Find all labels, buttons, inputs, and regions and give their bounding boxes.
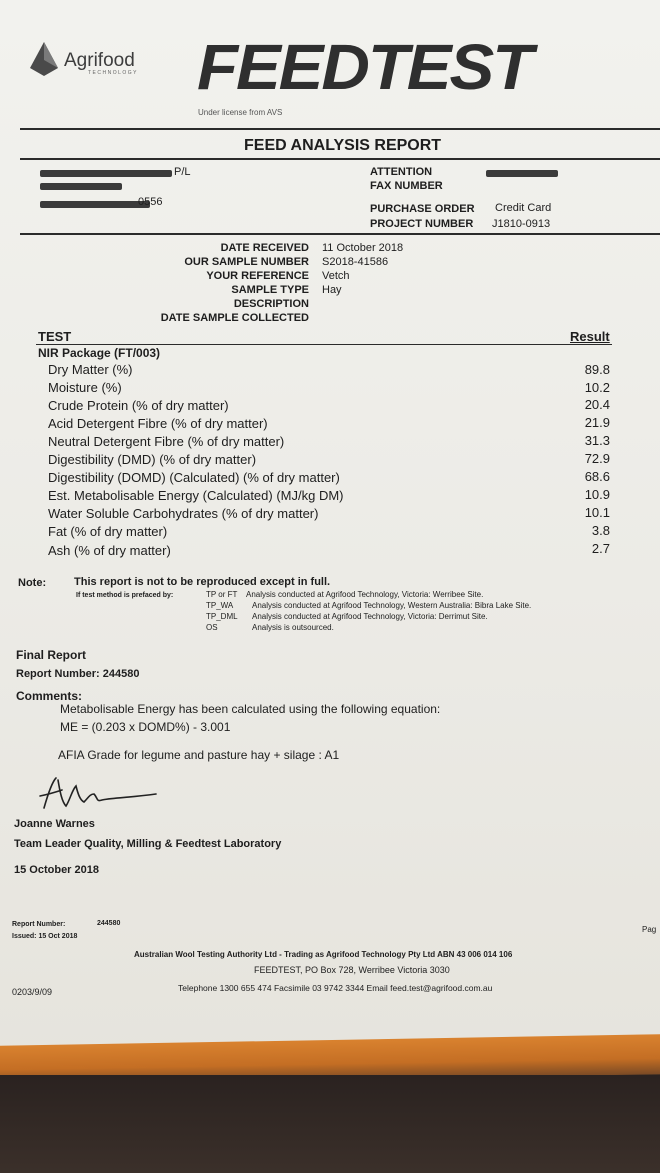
- comments-label: Comments:: [16, 689, 83, 703]
- header-divider: [20, 128, 660, 130]
- signatory-role: Team Leader Quality, Milling & Feedtest Laboratory: [14, 838, 282, 850]
- prefix-code: TP or FT: [206, 590, 238, 599]
- footer-page-fragment: Pag: [642, 925, 657, 934]
- footer-report-number-value: 244580: [97, 920, 121, 927]
- prefix-code: TP_WA: [206, 601, 234, 610]
- prefix-code: OS: [206, 623, 218, 632]
- description-label: DESCRIPTION: [233, 298, 309, 310]
- fax-label: FAX NUMBER: [370, 180, 443, 192]
- sample-type-label: SAMPLE TYPE: [231, 284, 309, 296]
- report-number-line: Report Number: 244580: [16, 668, 140, 680]
- result-row-value: 31.3: [584, 433, 610, 448]
- project-number-label: PROJECT NUMBER: [370, 218, 474, 230]
- client-name-suffix: P/L: [174, 166, 191, 178]
- result-row-test: Acid Detergent Fibre (% of dry matter): [48, 416, 268, 431]
- signatory-date: 15 October 2018: [14, 864, 99, 876]
- result-row-value: 2.7: [591, 541, 610, 556]
- result-row-test: Digestibility (DMD) (% of dry matter): [48, 452, 257, 467]
- redacted-attention: [486, 170, 558, 177]
- result-row-test: Neutral Detergent Fibre (% of dry matter): [48, 434, 285, 449]
- sample-type-value: Hay: [322, 284, 342, 296]
- result-row-value: 20.4: [584, 397, 610, 412]
- date-received-value: 11 October 2018: [322, 242, 404, 254]
- reference-label: YOUR REFERENCE: [206, 270, 309, 282]
- result-row-value: 89.8: [584, 362, 610, 377]
- prefix-text: Analysis conducted at Agrifood Technology, Victoria: Werribee Site.: [246, 590, 484, 599]
- result-row-value: 3.8: [591, 523, 610, 538]
- note-text: This report is not to be reproduced except in full.: [74, 576, 331, 588]
- signatory-name: Joanne Warnes: [14, 818, 95, 830]
- license-note: Under license from AVS: [198, 108, 283, 117]
- project-number-value: J1810-0913: [492, 218, 551, 230]
- result-row-test: Crude Protein (% of dry matter): [48, 398, 229, 413]
- product-logo-text: FEEDTEST: [197, 31, 532, 103]
- footer-address-line: FEEDTEST, PO Box 728, Werribee Victoria 3030: [254, 965, 450, 975]
- package-name: NIR Package (FT/003): [38, 346, 161, 360]
- client-address-fragment: 0556: [138, 196, 163, 208]
- prefix-intro: If test method is prefaced by:: [76, 592, 174, 599]
- footer-form-code: 0203/9/09: [12, 987, 53, 997]
- signature-image: [36, 772, 166, 814]
- final-report-heading: Final Report: [16, 648, 87, 662]
- result-row-value: 10.9: [584, 487, 610, 502]
- redacted-client-town: [40, 201, 150, 208]
- prefix-text: Analysis is outsourced.: [252, 623, 334, 632]
- prefix-text: Analysis conducted at Agrifood Technology, Victoria: Derrimut Site.: [252, 612, 488, 621]
- afia-grade-line: AFIA Grade for legume and pasture hay + silage : A1: [58, 748, 340, 762]
- footer-contact-line: Telephone 1300 655 474 Facsimile 03 9742 3344 Email feed.test@agrifood.com.au: [178, 983, 493, 993]
- result-row-test: Digestibility (DOMD) (Calculated) (% of dry matter): [48, 470, 340, 485]
- result-row-test: Fat (% of dry matter): [48, 524, 168, 539]
- result-row-test: Water Soluble Carbohydrates (% of dry matter): [48, 506, 319, 521]
- attention-label: ATTENTION: [370, 166, 433, 178]
- result-row-value: 72.9: [584, 451, 610, 466]
- background-surface: [0, 1075, 660, 1173]
- result-row-test: Moisture (%): [48, 380, 122, 395]
- footer-company-line: Australian Wool Testing Authority Ltd - Trading as Agrifood Technology Pty Ltd ABN 43 006 014 106: [134, 950, 513, 959]
- report-title: FEED ANALYSIS REPORT: [244, 137, 442, 154]
- result-row-value: 68.6: [584, 469, 610, 484]
- redacted-client-name: [40, 170, 172, 177]
- result-row-value: 10.2: [584, 380, 610, 395]
- test-column-header: TEST: [38, 329, 72, 344]
- reference-value: Vetch: [322, 270, 350, 282]
- result-row-test: Est. Metabolisable Energy (Calculated) (MJ/kg DM): [48, 488, 344, 503]
- brand-sub: TECHNOLOGY: [88, 70, 139, 76]
- comment-line-1: Metabolisable Energy has been calculated using the following equation:: [60, 702, 441, 716]
- sample-number-value: S2018-41586: [322, 256, 389, 268]
- prefix-code: TP_DML: [206, 612, 238, 621]
- brand-name: Agrifood: [64, 50, 135, 71]
- date-collected-label: DATE SAMPLE COLLECTED: [160, 312, 309, 324]
- sample-number-label: OUR SAMPLE NUMBER: [184, 256, 309, 268]
- purchase-order-value: Credit Card: [495, 202, 552, 214]
- date-received-label: DATE RECEIVED: [220, 242, 309, 254]
- title-divider: [20, 158, 660, 160]
- redacted-client-street: [40, 183, 122, 190]
- footer-issued: Issued: 15 Oct 2018: [12, 933, 78, 940]
- comment-equation: ME = (0.203 x DOMD%) - 3.001: [60, 720, 231, 734]
- result-column-header: Result: [570, 329, 610, 344]
- result-row-value: 10.1: [584, 505, 610, 520]
- result-row-test: Dry Matter (%): [48, 362, 133, 377]
- result-row-value: 21.9: [584, 415, 610, 430]
- prefix-text: Analysis conducted at Agrifood Technology, Western Australia: Bibra Lake Site.: [252, 601, 532, 610]
- results-header-rule: [36, 344, 612, 345]
- footer-report-number-label: Report Number:: [12, 921, 66, 928]
- agrifood-logo-icon: [26, 38, 62, 78]
- result-row-test: Ash (% of dry matter): [48, 543, 171, 558]
- purchase-order-label: PURCHASE ORDER: [370, 203, 475, 215]
- note-label: Note:: [18, 577, 47, 589]
- client-divider: [20, 233, 660, 235]
